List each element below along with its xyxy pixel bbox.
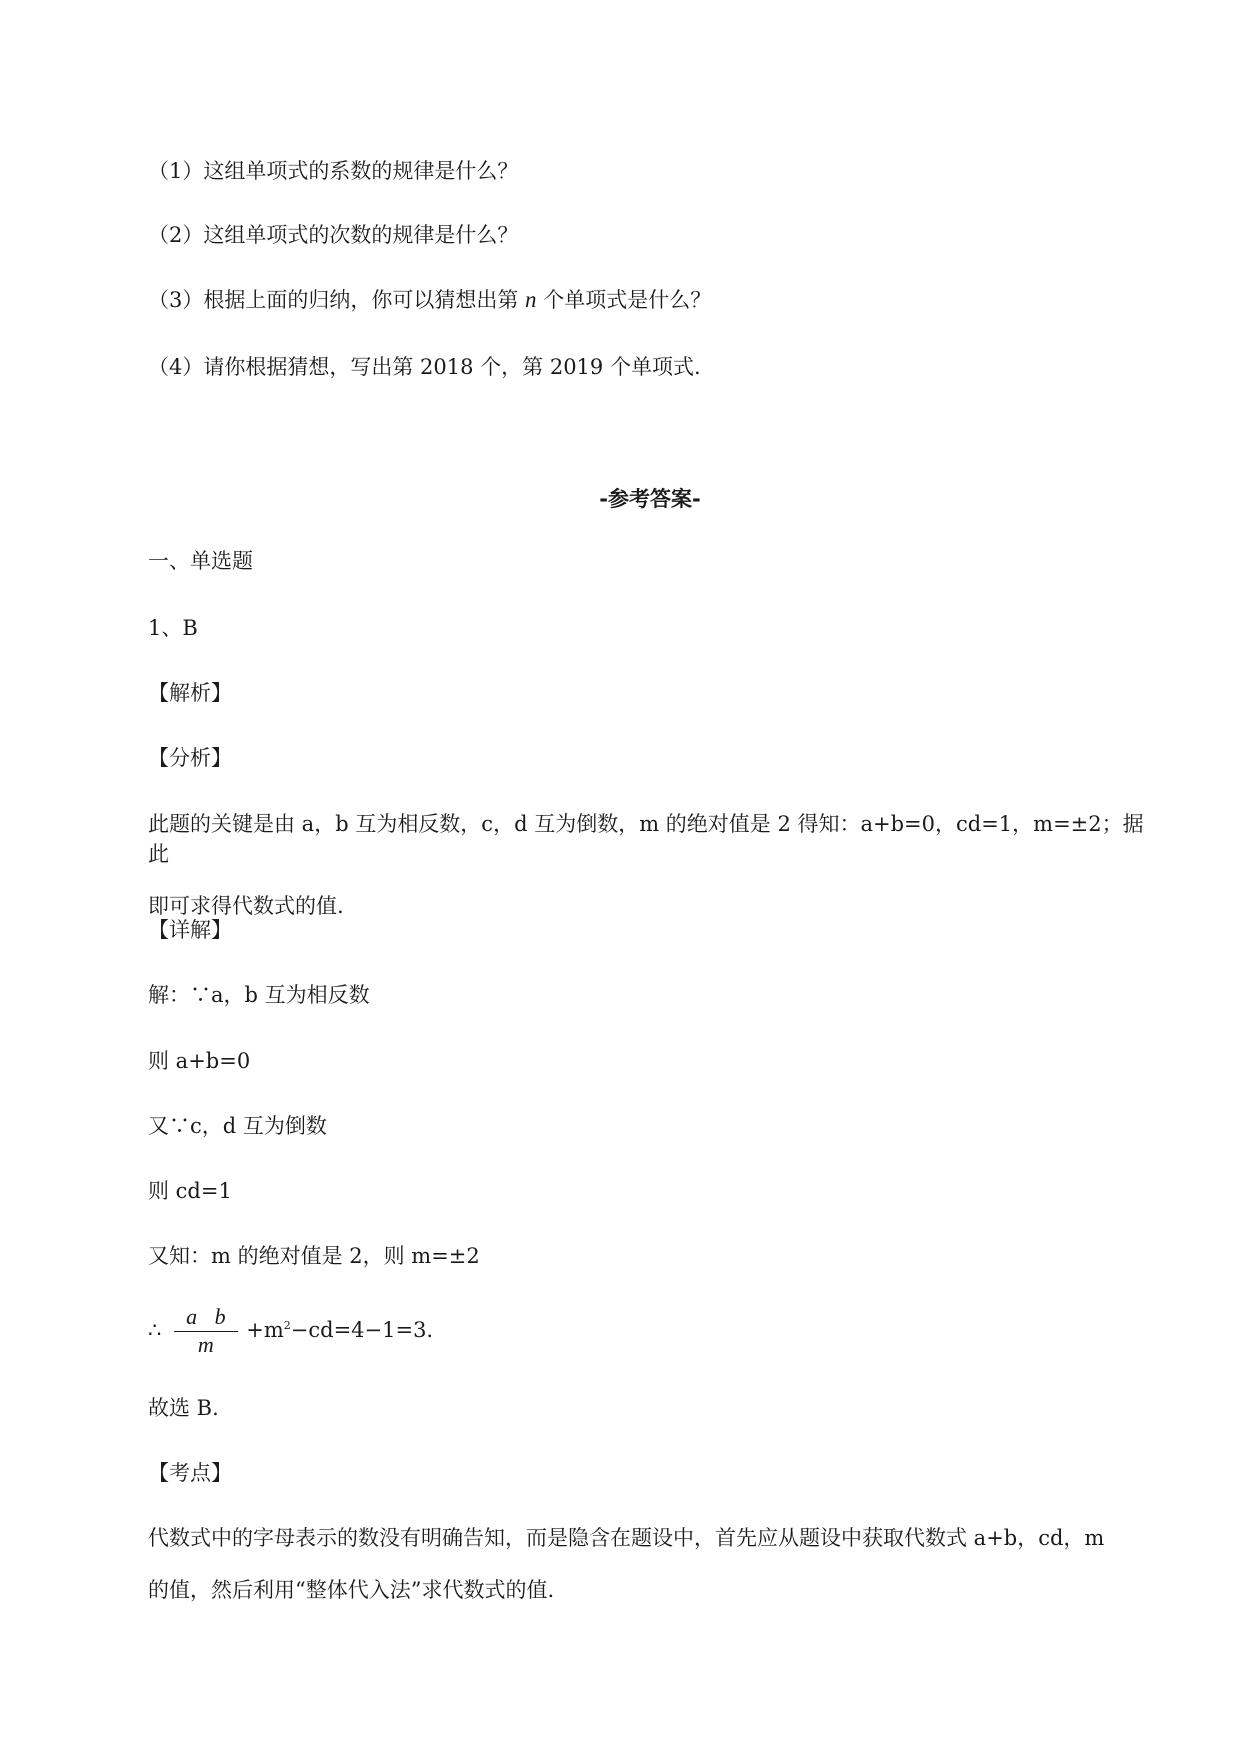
numerator-a: a [186, 1304, 198, 1329]
equation-rest: −cd=4−1=3. [290, 1318, 434, 1342]
variable-n: n [525, 287, 537, 312]
analysis-paragraph [148, 809, 1148, 921]
numerator-b: b [214, 1304, 226, 1329]
step-2: 则 a+b=0 [148, 1049, 251, 1073]
tag-fenxi: 【分析】 [148, 746, 232, 770]
exponent: 2 [283, 1319, 291, 1332]
question-1: （1）这组单项式的系数的规律是什么？ [148, 159, 519, 183]
question-3-text-b: 个单项式是什么？ [543, 288, 712, 312]
therefore-symbol: ∴ [148, 1318, 162, 1342]
fraction [174, 1305, 238, 1358]
step-5: 又知：m 的绝对值是 2，则 m=±2 [148, 1244, 480, 1268]
kaodian-line-1: 代数式中的字母表示的数没有明确告知，而是隐含在题设中，首先应从题设中获取代数式 a+b，cd，m [148, 1526, 1105, 1550]
analysis-line-2: 即可求得代数式的值. [148, 894, 344, 918]
tag-kaodian: 【考点】 [148, 1461, 232, 1485]
tag-xiangjie: 【详解】 [148, 918, 232, 942]
answer-1: 1、B [148, 616, 198, 640]
step-3: 又∵c，d 互为倒数 [148, 1114, 327, 1138]
fraction-denominator: m [197, 1332, 214, 1357]
kaodian-paragraph [148, 1523, 1148, 1605]
answer-title: -参考答案- [599, 487, 701, 511]
step-6-equation [148, 1298, 433, 1358]
step-1: 解：∵a，b 互为相反数 [148, 983, 370, 1007]
question-3-text-a: （3）根据上面的归纳，你可以猜想出第 [148, 288, 519, 312]
conclusion: 故选 B. [148, 1396, 219, 1420]
section-heading: 一、单选题 [148, 549, 253, 573]
analysis-line-1: 此题的关键是由 a，b 互为相反数，c，d 互为倒数，m 的绝对值是 2 得知：a+b=0，cd=1，m=±2；据此 [148, 812, 1144, 866]
kaodian-line-2: 的值，然后利用“整体代入法”求代数式的值. [148, 1578, 555, 1602]
step-4: 则 cd=1 [148, 1179, 232, 1203]
tag-jiexi: 【解析】 [148, 681, 232, 705]
question-2: （2）这组单项式的次数的规律是什么？ [148, 223, 519, 247]
question-3 [148, 285, 711, 315]
fraction-numerator [174, 1305, 238, 1332]
question-4: （4）请你根据猜想，写出第 2018 个，第 2019 个单项式. [148, 355, 701, 379]
plus-m: +m [246, 1318, 284, 1342]
